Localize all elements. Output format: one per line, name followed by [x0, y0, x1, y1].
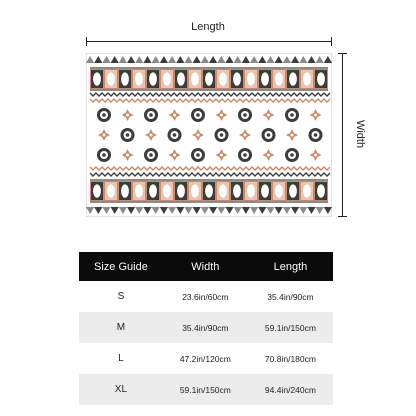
size-cell: S [79, 281, 163, 312]
table-row [79, 343, 333, 374]
rug-star [197, 134, 200, 137]
rug-medallion [314, 133, 318, 137]
rug-lower-band [247, 184, 255, 197]
rug-lower-band [191, 184, 199, 197]
table-row [79, 281, 333, 312]
rug-star [314, 114, 317, 117]
size-cell: XL [79, 374, 163, 405]
length-dimension-line [86, 41, 332, 42]
rug-lower-band [121, 184, 129, 197]
size-guide-table [79, 252, 333, 405]
rug-lower-band [233, 184, 241, 197]
rug-upper-band [163, 72, 171, 85]
rug-upper-band [93, 72, 101, 85]
rug-star [126, 154, 129, 157]
length-dimension-tick-right [331, 37, 332, 46]
rug-lower-band [303, 184, 311, 197]
rug-star [220, 154, 223, 157]
table-row [79, 312, 333, 343]
rug-medallion [267, 133, 271, 137]
rug-lower-band [93, 184, 101, 197]
rug-upper-band [121, 72, 129, 85]
rug-lower-band [177, 184, 185, 197]
rug-star [291, 134, 294, 137]
width-header: Width [163, 252, 248, 281]
rug-medallion [196, 113, 200, 117]
length-label: Length [191, 21, 225, 33]
width-dimension-tick-top [338, 53, 347, 54]
rug-upper-band [289, 72, 297, 85]
rug-upper-band [261, 72, 269, 85]
size-cell: M [79, 312, 163, 343]
rug-upper-band [205, 72, 213, 85]
width-cell: 47.2in/120cm [163, 343, 248, 374]
width-cell: 35.4in/90cm [163, 312, 248, 343]
size-table-header-row [79, 252, 333, 281]
rug-upper-band [233, 72, 241, 85]
rug-lower-band [275, 184, 283, 197]
rug-upper-band [275, 72, 283, 85]
rug-upper-band [149, 72, 157, 85]
rug-upper-band [135, 72, 143, 85]
rug-star [220, 114, 223, 117]
rug-lower-band [107, 184, 115, 197]
rug-star [173, 114, 176, 117]
rug-star [244, 134, 247, 137]
rug-medallion [173, 133, 177, 137]
rug-lower-band [317, 184, 325, 197]
rug-star [314, 154, 317, 157]
rug-upper-band [303, 72, 311, 85]
rug-medallion [102, 113, 106, 117]
length-header: Length [248, 252, 333, 281]
rug-medallion [290, 153, 294, 157]
rug-lower-band [261, 184, 269, 197]
rug-lower-band [219, 184, 227, 197]
rug-star [150, 134, 153, 137]
size-guide-header: Size Guide [79, 252, 163, 281]
rug-upper-band [191, 72, 199, 85]
rug-medallion [102, 153, 106, 157]
rug-lower-band [163, 184, 171, 197]
rug-medallion [149, 113, 153, 117]
rug-lower-band [149, 184, 157, 197]
width-cell: 59.1in/150cm [163, 374, 248, 405]
rug-upper-band [219, 72, 227, 85]
rug-medallion [220, 133, 224, 137]
length-cell: 94.4in/240cm [248, 374, 333, 405]
size-cell: L [79, 343, 163, 374]
rug-product-image [86, 53, 332, 217]
rug-medallion [243, 153, 247, 157]
rug-upper-band [247, 72, 255, 85]
width-dimension-tick-bottom [338, 216, 347, 217]
table-row [79, 374, 333, 405]
rug-star [103, 134, 106, 137]
width-dimension-line [342, 53, 343, 217]
rug-upper-band [177, 72, 185, 85]
length-cell: 70.8in/180cm [248, 343, 333, 374]
rug-lower-band [205, 184, 213, 197]
length-dimension-tick-left [86, 37, 87, 46]
rug-lower-band [135, 184, 143, 197]
rug-medallion [243, 113, 247, 117]
length-cell: 35.4in/90cm [248, 281, 333, 312]
rug-star [126, 114, 129, 117]
rug-star [267, 154, 270, 157]
rug-star [173, 154, 176, 157]
rug-lower-band [289, 184, 297, 197]
rug-medallion [149, 153, 153, 157]
rug-medallion [196, 153, 200, 157]
length-cell: 59.1in/150cm [248, 312, 333, 343]
width-label: Width [354, 119, 366, 149]
rug-medallion [290, 113, 294, 117]
rug-medallion [126, 133, 130, 137]
width-cell: 23.6in/60cm [163, 281, 248, 312]
rug-star [267, 114, 270, 117]
rug-upper-band [107, 72, 115, 85]
rug-upper-band [317, 72, 325, 85]
